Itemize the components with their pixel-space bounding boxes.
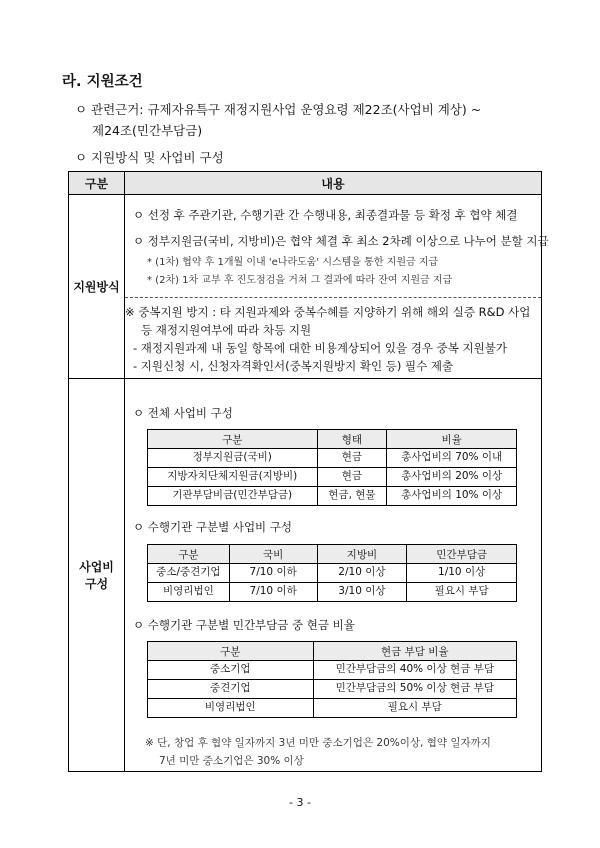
table-row: 정부지원금(국비) 현금 총사업비의 70% 이내 xyxy=(148,449,517,468)
col-header: 지방비 xyxy=(317,545,407,564)
support-method-content xyxy=(125,195,549,379)
legal-basis-line-1: ㅇ 관련근거: 규제자유특구 재정지원사업 운영요령 제22조(사업비 계상) ~ xyxy=(75,102,482,117)
support-note-2: * (2차) 1차 교부 후 진도점검을 거쳐 그 결과에 따라 잔여 지원금 지급 xyxy=(147,275,453,286)
duplicate-line-1: ※ 중복지원 방지 : 타 지원과제와 중복수혜를 지양하기 위해 해외 실증 R&D 사업 xyxy=(125,305,531,319)
support-item-1: ㅇ 선정 후 주관기관, 수행기관 간 수행내용, 최종결과물 등 확정 후 협약 체결 xyxy=(133,208,518,222)
support-note-1: * (1차) 협약 후 1개월 이내 'e나라도움' 시스템을 통한 지원금 지급 xyxy=(147,257,439,268)
col-header: 형태 xyxy=(317,430,387,449)
cash-footnote-line-2: 7년 미만 중소기업은 30% 이상 xyxy=(159,755,304,767)
by-org-budget-title: ㅇ 수행기관 구분별 사업비 구성 xyxy=(133,520,293,534)
support-method-items xyxy=(125,195,549,298)
budget-composition-label: 사업비 구성 xyxy=(69,379,125,772)
table-row: 비영리법인 필요시 부담 xyxy=(148,699,517,718)
duplicate-line-2: 등 재정지원여부에 따라 차등 지원 xyxy=(141,323,312,337)
col-header: 비율 xyxy=(387,430,517,449)
col-header: 구분 xyxy=(148,430,318,449)
table-row: 비영리법인 7/10 이하 3/10 이상 필요시 부담 xyxy=(148,583,517,602)
composition-heading: ㅇ 지원방식 및 사업비 구성 xyxy=(75,150,224,165)
by-org-budget-table xyxy=(147,544,517,602)
table-row: 지방자치단체지원금(지방비) 현금 총사업비의 20% 이상 xyxy=(148,468,517,487)
cash-ratio-table xyxy=(147,641,517,718)
duplicate-support-notice xyxy=(125,298,541,378)
col-header: 현금 부담 비율 xyxy=(313,642,516,661)
legal-basis-line-2: 제24조(민간부담금) xyxy=(92,123,203,138)
header-category: 구분 xyxy=(69,172,125,195)
table-row: 중소기업 민간부담금의 40% 이상 현금 부담 xyxy=(148,661,517,680)
section-title: 라. 지원조건 xyxy=(62,74,143,90)
cash-ratio-title: ㅇ 수행기관 구분별 민간부담금 중 현금 비율 xyxy=(133,618,355,632)
support-conditions-table xyxy=(68,171,549,772)
support-item-2: ㅇ 정부지원금(국비, 지방비)은 협약 체결 후 최소 2차례 이상으로 나누어 분할 지급 xyxy=(133,234,549,248)
page-number: - 3 - xyxy=(289,796,311,809)
duplicate-sub-2: - 지원신청 시, 신청자격확인서(중복지원방지 확인 등) 필수 제출 xyxy=(133,359,454,373)
bullet-marker: ㅇ xyxy=(75,102,88,117)
col-header: 국비 xyxy=(229,545,317,564)
table-row: 중견기업 민간부담금의 50% 이상 현금 부담 xyxy=(148,680,517,699)
col-header: 구분 xyxy=(148,545,230,564)
table-row: 중소/중견기업 7/10 이하 2/10 이상 1/10 이상 xyxy=(148,564,517,583)
table-row: 기관부담비금(민간부담금) 현금, 현물 총사업비의 10% 이상 xyxy=(148,487,517,506)
col-header: 구분 xyxy=(148,642,314,661)
cash-footnote-line-1: ※ 단, 창업 후 협약 일자까지 3년 미만 중소기업은 20%이상, 협약 일자까지 xyxy=(145,737,491,749)
overall-budget-table xyxy=(147,429,517,506)
budget-composition-content xyxy=(125,379,542,772)
bullet-marker: ㅇ xyxy=(75,150,88,165)
col-header: 민간부담금 xyxy=(407,545,517,564)
support-method-label: 지원방식 xyxy=(69,195,125,379)
header-content: 내용 xyxy=(125,172,542,195)
overall-budget-title: ㅇ 전체 사업비 구성 xyxy=(133,406,233,420)
duplicate-sub-1: - 재정지원과제 내 동일 항목에 대한 비용계상되어 있을 경우 중복 지원불가 xyxy=(133,341,507,355)
